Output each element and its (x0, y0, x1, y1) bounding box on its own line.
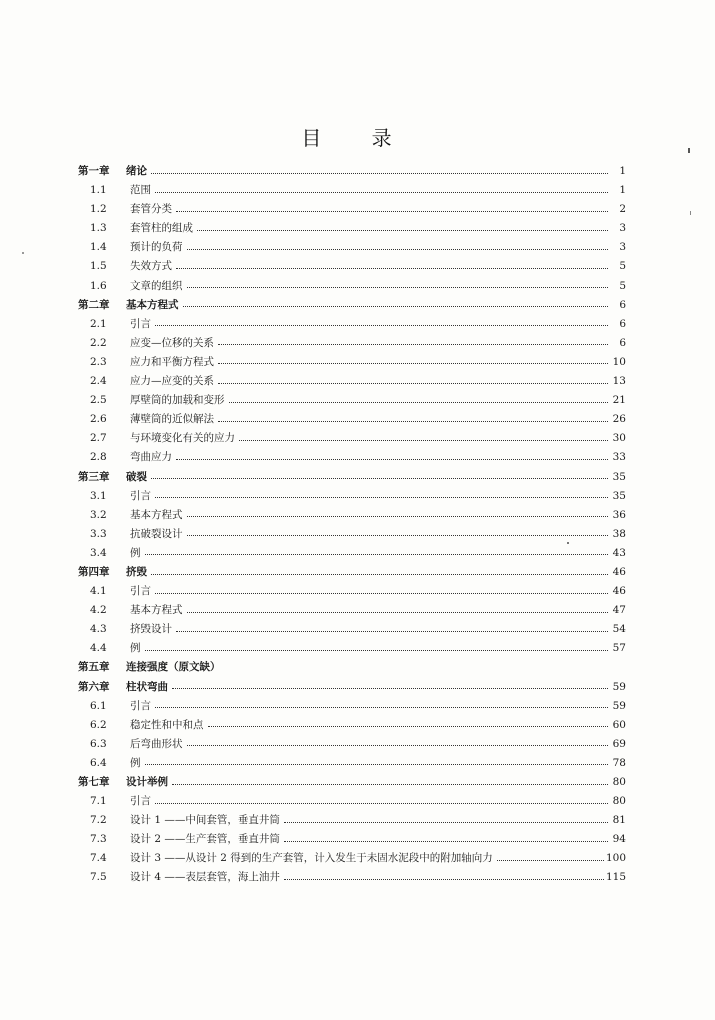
toc-entry-number: 3.4 (90, 546, 107, 559)
toc-entry-title: 挤毁设计 (130, 623, 172, 636)
toc-entry-number: 第三章 (78, 470, 110, 483)
toc-section-entry[interactable] (78, 219, 626, 238)
toc-page-number: 21 (612, 394, 626, 407)
toc-page-number: 57 (612, 642, 626, 655)
toc-entry-title: 后弯曲形状 (130, 737, 183, 750)
toc-entry-title: 厚壁筒的加载和变形 (130, 394, 225, 407)
dot-leader (187, 287, 609, 288)
toc-entry-title: 应力—应变的关系 (130, 375, 214, 388)
toc-section-entry[interactable] (78, 811, 626, 830)
toc-entry-number: 7.5 (90, 871, 107, 884)
scan-speck (22, 252, 24, 254)
dot-leader (155, 497, 608, 498)
toc-page-number: 38 (612, 527, 626, 540)
toc-entry-title: 破裂 (126, 470, 147, 483)
toc-entry-title: 挤毁 (126, 565, 147, 578)
toc-page-number: 69 (612, 737, 626, 750)
toc-entry-number: 7.3 (90, 833, 107, 846)
toc-page-number: 5 (619, 279, 626, 292)
toc-section-entry[interactable] (78, 544, 626, 563)
toc-entry-title: 例 (130, 546, 141, 559)
toc-page-number: 33 (612, 451, 626, 464)
toc-page-number: 81 (612, 814, 626, 827)
toc-section-entry[interactable] (78, 353, 626, 372)
toc-entry-title: 设计举例 (126, 776, 168, 788)
dot-leader (187, 535, 609, 536)
toc-entry-title: 设计 2 ——生产套管，垂直井筒 (130, 833, 280, 846)
toc-page-number: 46 (612, 585, 626, 598)
dot-leader (218, 383, 608, 384)
dot-leader (176, 631, 608, 632)
toc-entry-title: 引言 (130, 795, 151, 808)
dot-leader (155, 192, 608, 193)
toc-entry-number: 3.2 (90, 508, 107, 521)
toc-entry-title: 稳定性和中和点 (130, 718, 204, 731)
toc-section-entry[interactable] (78, 200, 626, 219)
toc-entry-title: 失效方式 (130, 260, 172, 273)
toc-entry-number: 3.3 (90, 527, 107, 540)
toc-entry-number: 第四章 (78, 565, 110, 578)
dot-leader (183, 306, 609, 307)
toc-section-entry[interactable] (78, 716, 626, 735)
dot-leader (284, 841, 608, 842)
toc-entry-number: 2.7 (90, 432, 107, 445)
toc-section-entry[interactable] (78, 601, 626, 620)
toc-entry-title: 设计 1 ——中间套管，垂直井筒 (130, 814, 280, 827)
toc-page-number: 35 (612, 470, 626, 483)
toc-entry-number: 6.3 (90, 737, 107, 750)
toc-entry-number: 4.1 (90, 585, 107, 598)
toc-entry-number: 第一章 (78, 165, 110, 177)
toc-entry-number: 7.1 (90, 795, 107, 808)
toc-entry-title: 引言 (130, 699, 151, 712)
toc-page-number: 6 (619, 298, 626, 311)
toc-entry-title: 范围 (130, 184, 151, 197)
toc-page-number: 1 (619, 165, 626, 177)
toc-entry-number: 3.1 (90, 489, 107, 502)
toc-entry-title: 绪论 (126, 165, 147, 177)
dot-leader (187, 745, 609, 746)
toc-section-entry[interactable] (78, 410, 626, 429)
toc-entry-number: 2.3 (90, 355, 107, 368)
toc-entry-number: 2.4 (90, 375, 107, 388)
dot-leader (172, 688, 608, 689)
dot-leader (284, 879, 604, 880)
toc-entry-number: 第五章 (78, 661, 110, 674)
dot-leader (229, 402, 609, 403)
dot-leader (155, 707, 608, 708)
toc-page-number: 80 (612, 795, 626, 808)
dot-leader (155, 325, 608, 326)
scan-speck (567, 542, 569, 544)
toc-section-entry[interactable] (78, 315, 626, 334)
toc-page-number: 43 (612, 546, 626, 559)
toc-chapter-entry[interactable] (78, 563, 626, 582)
toc-entry-number: 7.2 (90, 814, 107, 827)
toc-entry-title: 例 (130, 642, 141, 655)
toc-entry-title: 应力和平衡方程式 (130, 355, 214, 368)
scan-speck (690, 211, 691, 215)
toc-page-number: 80 (612, 776, 626, 788)
toc-page-number: 46 (612, 565, 626, 578)
toc-section-entry[interactable] (78, 181, 626, 200)
toc-page-number: 35 (612, 489, 626, 502)
toc-section-entry[interactable] (78, 697, 626, 716)
toc-entry-title: 套管柱的组成 (130, 222, 193, 235)
toc-section-entry[interactable] (78, 257, 626, 276)
toc-section-entry[interactable] (78, 735, 626, 754)
toc-section-entry[interactable] (78, 429, 626, 448)
scan-speck (688, 148, 690, 153)
toc-section-entry[interactable] (78, 868, 626, 887)
dot-leader (218, 363, 608, 364)
dot-leader (151, 574, 608, 575)
toc-page-number: 30 (612, 432, 626, 445)
toc-entry-title: 预计的负荷 (130, 241, 183, 254)
toc-entry-number: 4.2 (90, 604, 107, 617)
toc-entry-number: 第六章 (78, 680, 110, 693)
dot-leader (176, 268, 608, 269)
dot-leader (187, 612, 609, 613)
toc-section-entry[interactable] (78, 277, 626, 296)
dot-leader (155, 593, 608, 594)
toc-chapter-entry[interactable] (78, 773, 626, 792)
toc-entry-title: 薄壁筒的近似解法 (130, 413, 214, 426)
toc-section-entry[interactable] (78, 754, 626, 773)
toc-entry-title: 应变—位移的关系 (130, 336, 214, 349)
toc-entry-title: 设计 4 ——表层套管，海上油井 (130, 871, 280, 884)
toc-entry-title: 柱状弯曲 (126, 680, 168, 693)
toc-chapter-entry[interactable] (78, 162, 626, 181)
toc-page-number: 94 (612, 833, 626, 846)
toc-entry-number: 2.5 (90, 394, 107, 407)
dot-leader (145, 764, 609, 765)
toc-entry-number: 1.1 (90, 184, 107, 197)
dot-leader (218, 344, 608, 345)
toc-page-number: 1 (619, 184, 626, 197)
toc-section-entry[interactable] (78, 620, 626, 639)
toc-page-number: 26 (612, 413, 626, 426)
toc-entry-title: 套管分类 (130, 203, 172, 216)
toc-entry-number: 1.6 (90, 279, 107, 292)
toc-entry-title: 设计 3 ——从设计 2 得到的生产套管，计入发生于未固水泥段中的附加轴向力 (130, 852, 493, 865)
toc-entry-title: 连接强度（原文缺） (126, 661, 221, 674)
toc-chapter-entry[interactable] (78, 678, 626, 697)
toc-chapter-entry[interactable] (78, 296, 626, 315)
toc-section-entry[interactable] (78, 506, 626, 525)
toc-page-number: 2 (619, 203, 626, 216)
toc-page-number: 59 (612, 699, 626, 712)
toc-entry-title: 与环境变化有关的应力 (130, 432, 235, 445)
toc-page-number: 115 (605, 871, 626, 884)
toc-entry-title: 引言 (130, 489, 151, 502)
toc-section-entry[interactable] (78, 448, 626, 467)
dot-leader (197, 230, 608, 231)
toc-chapter-entry[interactable] (78, 658, 626, 677)
toc-section-entry[interactable] (78, 525, 626, 544)
dot-leader (284, 822, 608, 823)
toc-page-number: 13 (612, 375, 626, 388)
toc-entry-number: 2.1 (90, 317, 107, 330)
dot-leader (218, 421, 608, 422)
toc-entry-number: 6.1 (90, 699, 107, 712)
toc-section-entry[interactable] (78, 639, 626, 658)
toc-entry-number: 4.4 (90, 642, 107, 655)
toc-entry-number: 1.3 (90, 222, 107, 235)
toc-entry-number: 1.4 (90, 241, 107, 254)
toc-entry-number: 7.4 (90, 852, 107, 865)
toc-entry-title: 弯曲应力 (130, 451, 172, 464)
toc-section-entry[interactable] (78, 334, 626, 353)
dot-leader (187, 249, 609, 250)
dot-leader (187, 516, 609, 517)
toc-page-number: 5 (619, 260, 626, 273)
toc-page-number: 10 (612, 355, 626, 368)
toc-section-entry[interactable] (78, 830, 626, 849)
dot-leader (208, 726, 609, 727)
toc-page-number: 6 (619, 317, 626, 330)
dot-leader (155, 803, 608, 804)
toc-page-number: 3 (619, 222, 626, 235)
toc-page-number: 100 (605, 852, 626, 865)
toc-page-number: 59 (612, 680, 626, 693)
toc-entry-title: 抗破裂设计 (130, 527, 183, 540)
toc-section-entry[interactable] (78, 792, 626, 811)
toc-page-number: 3 (619, 241, 626, 254)
toc-entry-number: 2.2 (90, 336, 107, 349)
toc-section-entry[interactable] (78, 391, 626, 410)
dot-leader (176, 459, 608, 460)
toc-entry-number: 1.2 (90, 203, 107, 216)
dot-leader (151, 173, 608, 174)
toc-entry-number: 6.4 (90, 756, 107, 769)
dot-leader (151, 478, 608, 479)
dot-leader (239, 440, 608, 441)
dot-leader (497, 860, 604, 861)
dot-leader (172, 784, 608, 785)
toc-page-number: 60 (612, 718, 626, 731)
dot-leader (145, 650, 609, 651)
toc-entry-number: 1.5 (90, 260, 107, 273)
toc-entry-title: 基本方程式 (130, 604, 183, 617)
toc-page-number: 47 (612, 604, 626, 617)
toc-entry-title: 例 (130, 756, 141, 769)
toc-entry-number: 2.6 (90, 413, 107, 426)
dot-leader (145, 554, 609, 555)
toc-section-entry[interactable] (78, 238, 626, 257)
toc-entry-number: 4.3 (90, 623, 107, 636)
toc-section-entry[interactable] (78, 372, 626, 391)
toc-section-entry[interactable] (78, 582, 626, 601)
toc-entry-title: 基本方程式 (126, 298, 179, 311)
toc-page-number: 36 (612, 508, 626, 521)
toc-page-number: 54 (612, 623, 626, 636)
toc-entry-number: 第二章 (78, 298, 110, 311)
toc-entry-number: 6.2 (90, 718, 107, 731)
toc-section-entry[interactable] (78, 849, 626, 868)
toc-entry-title: 引言 (130, 585, 151, 598)
toc-page-number: 78 (612, 756, 626, 769)
toc-entry-title: 基本方程式 (130, 508, 183, 521)
page-title: 目 录 (301, 126, 414, 150)
toc-entry-number: 2.8 (90, 451, 107, 464)
toc-section-entry[interactable] (78, 487, 626, 506)
toc-entry-number: 第七章 (78, 776, 110, 788)
toc-entry-title: 引言 (130, 317, 151, 330)
toc-page-number: 6 (619, 336, 626, 349)
dot-leader (176, 211, 608, 212)
toc-chapter-entry[interactable] (78, 468, 626, 487)
toc-list (78, 162, 626, 888)
toc-entry-title: 文章的组织 (130, 279, 183, 292)
